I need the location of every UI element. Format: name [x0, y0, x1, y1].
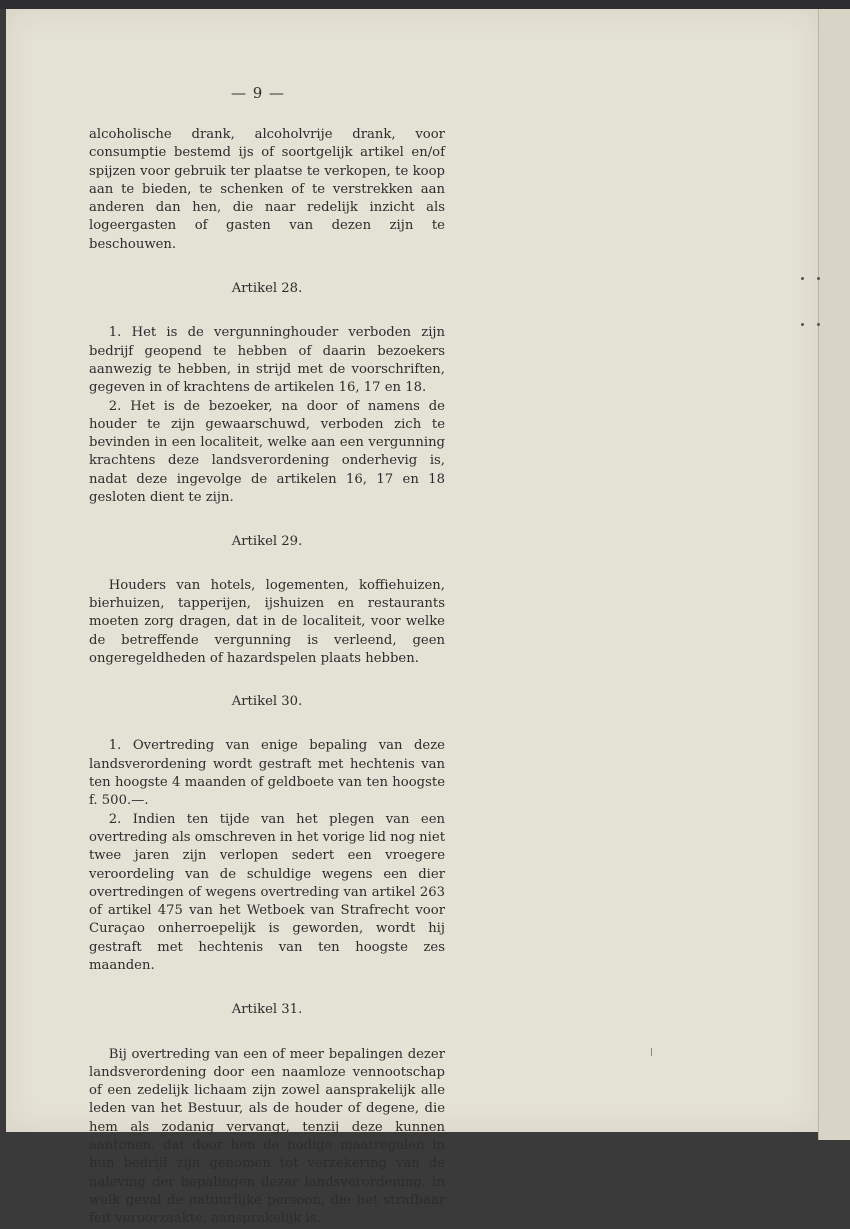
page-number: — 9 — — [230, 84, 286, 102]
artikel-28-paragraph-1: 1. Het is de vergunninghouder verboden zijn bedrijf geopend te hebben of daarin bezoekers aanwezig te hebben, in strijd met de voorschriften, gegeven in of krachtens de artikelen 16, 17 en 18. — [89, 325, 445, 396]
intro-paragraph: alcoholische drank, alcoholvrije drank, voor consumptie bestemd ijs of soortgelijk artikel en/of spijzen voor gebruik ter plaatse te verkopen, te koop aan te bieden, te schenken of te verstrekken aan anderen dan hen, die naar redelijk inzicht als logeergasten of gasten van dezen zijn te beschouwen. — [89, 127, 445, 252]
scan-top-border — [0, 0, 850, 9]
artikel-28-paragraph-2: 2. Het is de bezoeker, na door of namens de houder te zijn gewaarschuwd, verboden zich te bevinden in een localiteit, welke aan een vergunning krachtens deze landsverordening onderhevig is, nadat deze ingevolge de artikelen 16, 17 en 18 gesloten dient te zijn. — [89, 398, 445, 506]
heading-artikel-28: Artikel 28. — [231, 281, 303, 297]
page-right-edge — [818, 9, 850, 1140]
heading-artikel-30: Artikel 30. — [231, 694, 303, 710]
margin-dot — [801, 277, 804, 280]
margin-dot — [817, 323, 820, 326]
margin-dot — [801, 323, 804, 326]
artikel-31-paragraph-1: Bij overtreding van een of meer bepalingen dezer landsverordening door een naamloze vennootschap of een zedelijk lichaam zijn zowel aansprakelijk alle leden van het Bestuur, als de houder of degene, die hem als zodanig vervangt, tenzij deze kunnen aantonen, dat door hen de nodige maatregelen in hun bedrijf zijn genomen tot verzekering van de naleving der bepalingen dezer landsverordening, in welk geval de natuurlijke persoon, die het strafbaar feit veroorzaakte, aansprakelijk is. — [89, 1046, 445, 1227]
heading-artikel-29: Artikel 29. — [231, 534, 303, 550]
text-column — [89, 126, 445, 1229]
artikel-30-paragraph-1: 1. Overtreding van enige bepaling van deze landsverordening wordt gestraft met hechtenis van ten hoogste 4 maanden of geldboete van ten hoogste f. 500.—. — [89, 738, 445, 809]
margin-dot — [817, 277, 820, 280]
heading-artikel-31: Artikel 31. — [231, 1002, 303, 1018]
artikel-29-paragraph-1: Houders van hotels, logementen, koffiehuizen, bierhuizen, tapperijen, ijshuizen en restaurants moeten zorg dragen, dat in de localiteit, voor welke de betreffende vergunning is verleend, geen ongeregeldheden of hazardspelen plaats hebben. — [89, 577, 445, 666]
artikel-30-paragraph-2: 2. Indien ten tijde van het plegen van een overtreding als omschreven in het vorige lid nog niet twee jaren zijn verlopen sedert een vroegere veroordeling van de schuldige wegens een dier overtredingen of wegens overtreding van artikel 263 of artikel 475 van het Wetboek van Strafrecht voor Curaçao onherroepelijk is geworden, wordt hij gestraft met hechtenis van ten hoogste zes maanden. — [89, 811, 445, 973]
margin-tick — [651, 1048, 652, 1056]
